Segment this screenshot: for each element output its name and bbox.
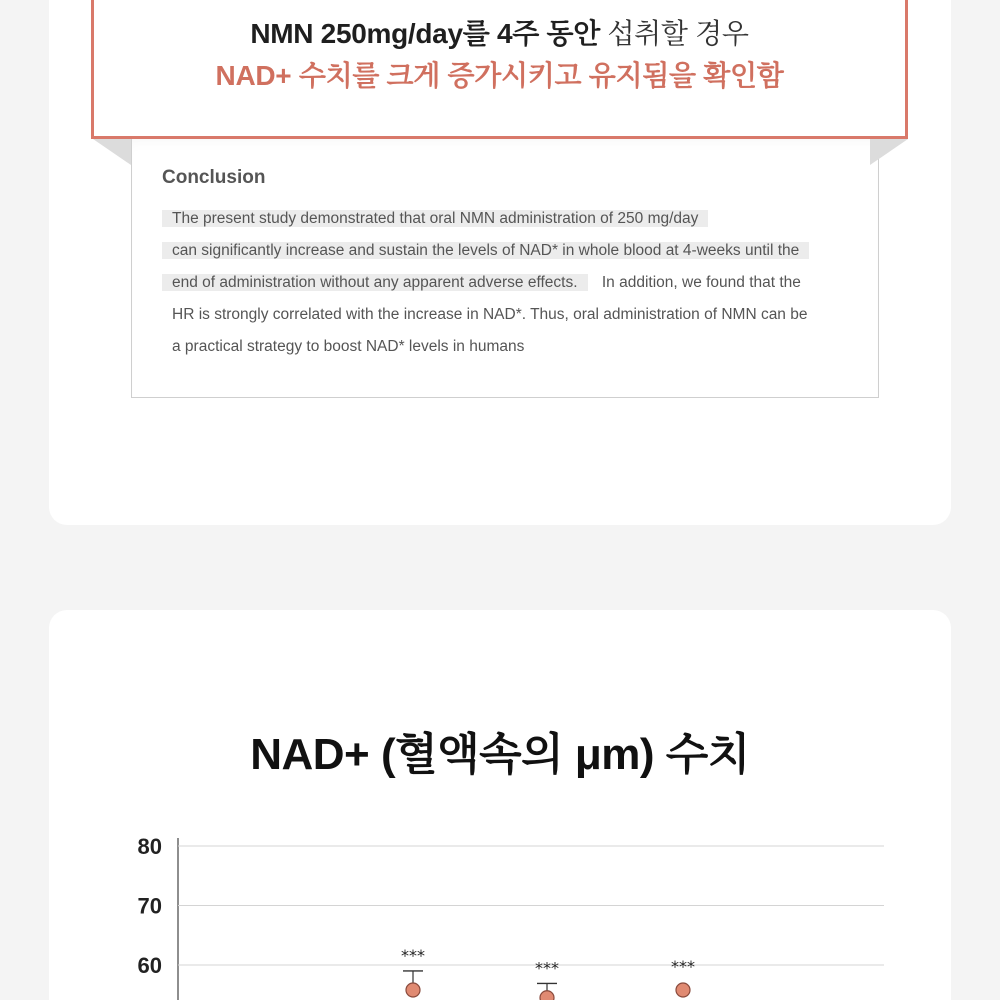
data-point-2: [540, 991, 554, 1000]
callout-fold-left: [93, 139, 131, 165]
paper-line-3-rest: In addition, we found that the: [601, 274, 801, 291]
nad-chart: [0, 820, 1000, 1000]
callout-fold-right: [870, 139, 908, 165]
paper-line-4-text: HR is strongly correlated with the increase in NAD*. Thus, oral administration of NMN can be: [172, 306, 808, 323]
data-point-1: [406, 983, 420, 997]
paper-line-5-text: a practical strategy to boost NAD* levels in humans: [172, 338, 525, 355]
paper-line-1-highlight: The present study demonstrated that oral NMN administration of 250 mg/day: [162, 210, 708, 227]
paper-line-2: [162, 239, 809, 263]
significance-label-2: ***: [535, 958, 559, 978]
significance-label-3: ***: [671, 956, 695, 976]
paper-line-1: [162, 207, 708, 231]
y-tick-label-70: 70: [137, 893, 162, 919]
paper-excerpt: [131, 128, 879, 398]
paper-heading: Conclusion: [162, 167, 266, 188]
paper-line-2-highlight: can significantly increase and sustain the levels of NAD* in whole blood at 4-weeks until the: [162, 242, 809, 259]
paper-line-3: [162, 271, 811, 295]
data-point-3: [676, 983, 690, 997]
paper-line-4: [162, 303, 817, 327]
y-tick-label-80: 80: [137, 834, 162, 859]
callout-box: [91, 0, 908, 139]
callout-line-2: NAD+ 수치를 크게 증가시키고 유지됨을 확인함: [215, 60, 784, 91]
callout-line-1-light: 섭취할 경우: [607, 18, 749, 49]
paper-line-5: [162, 335, 534, 359]
y-tick-label-60: 60: [137, 953, 162, 978]
chart-title: NAD+ (혈액속의 μm) 수치: [250, 730, 750, 779]
callout-line-1: [94, 12, 905, 52]
paper-line-3-highlight: end of administration without any apparent adverse effects.: [162, 274, 588, 291]
significance-label-1: ***: [401, 945, 425, 965]
callout-line-1-bold: NMN 250mg/day를 4주 동안: [250, 18, 600, 49]
